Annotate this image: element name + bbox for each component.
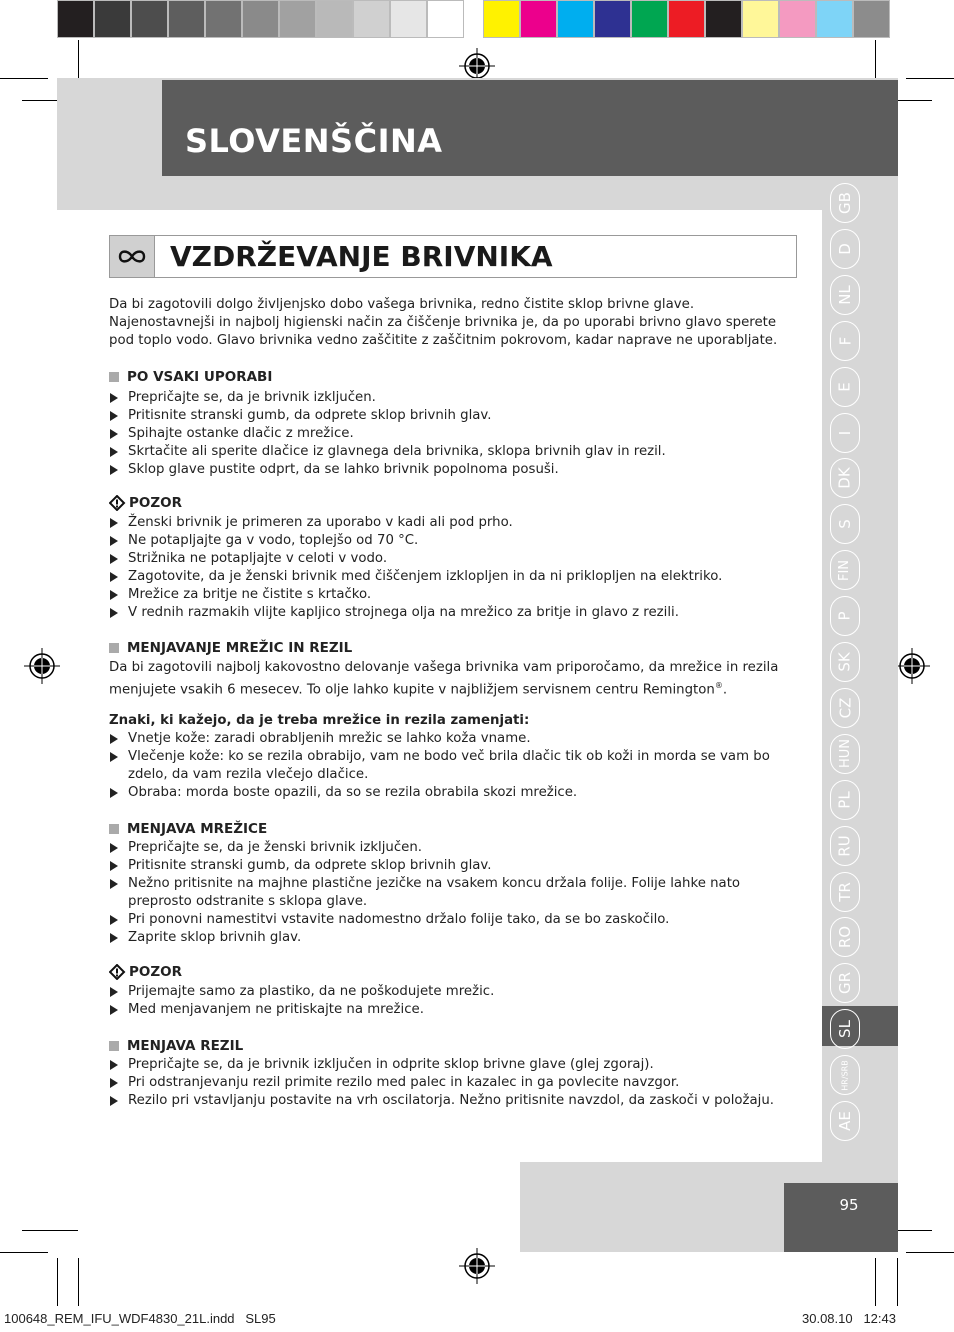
- period: .: [722, 682, 728, 698]
- crop-mark: [906, 1252, 954, 1253]
- language-tab-nl[interactable]: [830, 275, 860, 315]
- signs-heading: Znaki, ki kažejo, da je treba mrežice in rezila zamenjati:: [109, 713, 530, 728]
- color-swatch: [168, 0, 205, 38]
- language-tab-label: CZ: [836, 697, 854, 719]
- heading-text: POZOR: [129, 964, 183, 980]
- language-tab-label: RO: [835, 926, 854, 949]
- caution-list: [109, 514, 799, 622]
- registration-mark-icon: [894, 648, 930, 684]
- language-tab-tr[interactable]: [830, 872, 860, 912]
- language-tab-i[interactable]: [830, 413, 860, 453]
- heading-text: MENJAVA MREŽICE: [127, 821, 268, 837]
- registered-mark: ®: [714, 681, 723, 690]
- section-icon-box: [110, 236, 155, 277]
- file-info: 100648_REM_IFU_WDF4830_21L.indd SL95: [4, 1311, 276, 1326]
- list-item: Strižnika ne potapljajte v celoti v vodo.: [109, 550, 799, 568]
- list-item: Pritisnite stranski gumb, da odprete sklop brivnih glav.: [109, 407, 799, 425]
- crop-mark: [22, 1230, 78, 1231]
- color-swatch: [242, 0, 279, 38]
- language-tab-label: HUN: [837, 739, 853, 769]
- color-swatch: [205, 0, 242, 38]
- list-item: Mrežice za britje ne čistite s krtačko.: [109, 586, 799, 604]
- caution-heading: [109, 495, 182, 511]
- language-tab-label: TR: [836, 881, 854, 902]
- square-bullet-icon: [109, 372, 119, 382]
- language-tab-gr[interactable]: [830, 963, 860, 1003]
- color-swatch: [816, 0, 853, 38]
- language-tab-label: NL: [835, 285, 854, 305]
- color-swatch: [631, 0, 668, 38]
- registration-mark-icon: [459, 1248, 495, 1284]
- color-swatch: [742, 0, 779, 38]
- square-bullet-icon: [109, 643, 119, 653]
- language-tab-label: GB: [835, 192, 854, 214]
- section-title: VZDRŽEVANJE BRIVNIKA: [170, 240, 553, 273]
- language-tab-cz[interactable]: [830, 688, 860, 728]
- color-swatch: [483, 0, 520, 38]
- list-item: Sklop glave pustite odprt, da se lahko brivnik popolnoma posuši.: [109, 461, 799, 479]
- list-item: Pri odstranjevanju rezil primite rezilo med palec in kazalec in ga povlecite navzgor.: [109, 1074, 799, 1092]
- color-swatch: [853, 0, 890, 38]
- process-color-bar: [483, 0, 890, 38]
- language-tab-label: F: [835, 336, 854, 346]
- language-tab-label: D: [836, 243, 854, 255]
- color-swatch: [427, 0, 464, 38]
- list-item: Rezilo pri vstavljanju postavite na vrh oscilatorja. Nežno pritisnite navzdol, da zaskoči v položaju.: [109, 1092, 799, 1110]
- list-item: Zaprite sklop brivnih glav.: [109, 929, 799, 947]
- warning-icon: [109, 495, 127, 511]
- language-tab-label: SL: [835, 1020, 854, 1039]
- page-number-box: [784, 1183, 898, 1252]
- language-tab-label: P: [835, 611, 854, 621]
- list-item: Zagotovite, da je ženski brivnik med čiščenjem izklopljen in da ni priklopljen na elektriko.: [109, 568, 799, 586]
- language-tab-e[interactable]: [830, 367, 860, 407]
- color-swatch: [353, 0, 390, 38]
- intro-paragraph: Da bi zagotovili dolgo življenjsko dobo vašega brivnika, redno čistite sklop brivne glave. Najenostavnejši in najbolj higienski način za čiščenje brivnika je, da po uporabi brivno glavo sperete pod toplo vodo. Glavo brivnika vedno zaščitite z zaščitnim pokrovom, kadar naprave ne uporabljate.: [109, 297, 778, 348]
- language-tab-pl[interactable]: [830, 780, 860, 820]
- page-number: 95: [839, 1196, 859, 1214]
- print-date: 30.08.10 12:43: [802, 1311, 896, 1326]
- language-tab-label: I: [836, 430, 854, 435]
- crop-mark: [0, 78, 48, 79]
- square-bullet-icon: [109, 1041, 119, 1051]
- heading-text: POZOR: [129, 495, 183, 511]
- language-tab-label: PL: [836, 790, 854, 809]
- color-swatch: [279, 0, 316, 38]
- heading-text: MENJAVA REZIL: [127, 1038, 244, 1054]
- list-item: Skrtačite ali sperite dlačice iz glavnega dela brivnika, sklopa brivnih glav in rezil.: [109, 443, 799, 461]
- crop-mark: [78, 1258, 79, 1306]
- list-item: V rednih razmakih vlijte kapljico strojnega olja na mrežico za britje in glavo z rezili.: [109, 604, 799, 622]
- list-item: Vnetje kože: zaradi obrabljenih mrežic se lahko koža vname.: [109, 730, 799, 748]
- color-swatch: [557, 0, 594, 38]
- language-tab-label: DK: [835, 467, 854, 490]
- caution-heading: [109, 964, 182, 980]
- language-tab-sl[interactable]: [830, 1009, 860, 1049]
- color-swatch: [520, 0, 557, 38]
- language-tab-d[interactable]: [830, 229, 860, 269]
- list-item: Nežno pritisnite na majhne plastične jezičke na vsakem koncu držala folije. Folije lahke nato preprosto odstranite s sklopa glave.: [109, 875, 799, 911]
- language-tab-hun[interactable]: [830, 734, 860, 774]
- language-tab-fin[interactable]: [830, 550, 860, 590]
- list-item: Ne potapljajte ga v vodo, toplejšo od 70 °C.: [109, 532, 799, 550]
- language-tab-gb[interactable]: [830, 183, 860, 223]
- grayscale-color-bar: [57, 0, 464, 38]
- caution-list: [109, 983, 799, 1019]
- list-item: Prepričajte se, da je ženski brivnik izključen.: [109, 839, 799, 857]
- after-each-use-list: [109, 389, 799, 479]
- language-tab-hr-srb[interactable]: [830, 1055, 860, 1095]
- crop-mark: [57, 1258, 58, 1306]
- list-item: Vlečenje kože: ko se rezila obrabijo, vam ne bodo več brila dlačic tik ob koži in morda se vam bo zdelo, da vam rezila vlečejo dlačice.: [109, 748, 799, 784]
- language-tab-ae[interactable]: [830, 1101, 860, 1141]
- heading-text: MENJAVANJE MREŽIC IN REZIL: [127, 640, 353, 656]
- crop-mark: [875, 1258, 876, 1306]
- color-swatch: [316, 0, 353, 38]
- list-item: Obraba: morda boste opazili, da so se rezila obrabila skozi mrežice.: [109, 784, 799, 802]
- list-item: Ženski brivnik je primeren za uporabo v kadi ali pod prho.: [109, 514, 799, 532]
- language-tab-label: SK: [835, 652, 854, 672]
- language-tab-ru[interactable]: [830, 826, 860, 866]
- color-swatch: [57, 0, 94, 38]
- signs-list: [109, 730, 799, 802]
- list-item: Pritisnite stranski gumb, da odprete sklop brivnih glav.: [109, 857, 799, 875]
- list-item: Prepričajte se, da je brivnik izključen in odprite sklop brivne glave (glej zgoraj).: [109, 1056, 799, 1074]
- language-tab-ro[interactable]: [830, 917, 860, 957]
- list-item: Pri ponovni namestitvi vstavite nadomestno držalo folije tako, da se bo zaskočilo.: [109, 911, 799, 929]
- crop-mark: [897, 1258, 898, 1306]
- color-swatch: [131, 0, 168, 38]
- warning-icon: [109, 964, 127, 980]
- color-swatch: [594, 0, 631, 38]
- color-swatch: [668, 0, 705, 38]
- list-item: Prijemajte samo za plastiko, da ne poškodujete mrežic.: [109, 983, 799, 1001]
- after-each-use-heading: [109, 369, 272, 385]
- replacing-heading: [109, 640, 352, 656]
- language-tab-p[interactable]: [830, 596, 860, 636]
- replacing-text-line: menjujete vsakih 6 mesecev. To olje lahko kupite v najbližjem servisnem centru Remington: [109, 682, 715, 698]
- foil-replace-heading: [109, 821, 267, 837]
- language-tab-s[interactable]: [830, 504, 860, 544]
- language-title: SLOVENŠČINA: [185, 122, 443, 160]
- list-item: Med menjavanjem ne pritiskajte na mrežice.: [109, 1001, 799, 1019]
- language-tab-label: HR/SRB: [840, 1059, 850, 1091]
- language-tab-label: E: [835, 381, 854, 392]
- list-item: Prepričajte se, da je brivnik izključen.: [109, 389, 799, 407]
- language-tab-dk[interactable]: [830, 458, 860, 498]
- color-swatch: [94, 0, 131, 38]
- language-tab-f[interactable]: [830, 321, 860, 361]
- language-tab-label: GR: [835, 972, 854, 995]
- square-bullet-icon: [109, 824, 119, 834]
- color-swatch: [390, 0, 427, 38]
- language-tab-label: RU: [836, 834, 854, 857]
- list-item: Spihajte ostanke dlačic z mrežice.: [109, 425, 799, 443]
- language-tab-sk[interactable]: [830, 642, 860, 682]
- infinity-icon: [110, 236, 154, 277]
- cutter-replace-heading: [109, 1038, 243, 1054]
- replacing-paragraph: [109, 659, 799, 699]
- heading-text: PO VSAKI UPORABI: [127, 369, 273, 385]
- replacing-text-line: Da bi zagotovili najbolj kakovostno delovanje vašega brivnika vam priporočamo, da mrežice in rezila: [109, 660, 779, 675]
- registration-mark-icon: [24, 648, 60, 684]
- language-tab-label: AE: [836, 1111, 854, 1131]
- color-swatch: [705, 0, 742, 38]
- language-tab-label: S: [836, 519, 854, 530]
- language-tab-label: FIN: [837, 559, 853, 581]
- cutter-replace-list: [109, 1056, 799, 1110]
- foil-replace-list: [109, 839, 799, 947]
- crop-mark: [0, 1252, 48, 1253]
- crop-mark: [906, 78, 954, 79]
- color-swatch: [779, 0, 816, 38]
